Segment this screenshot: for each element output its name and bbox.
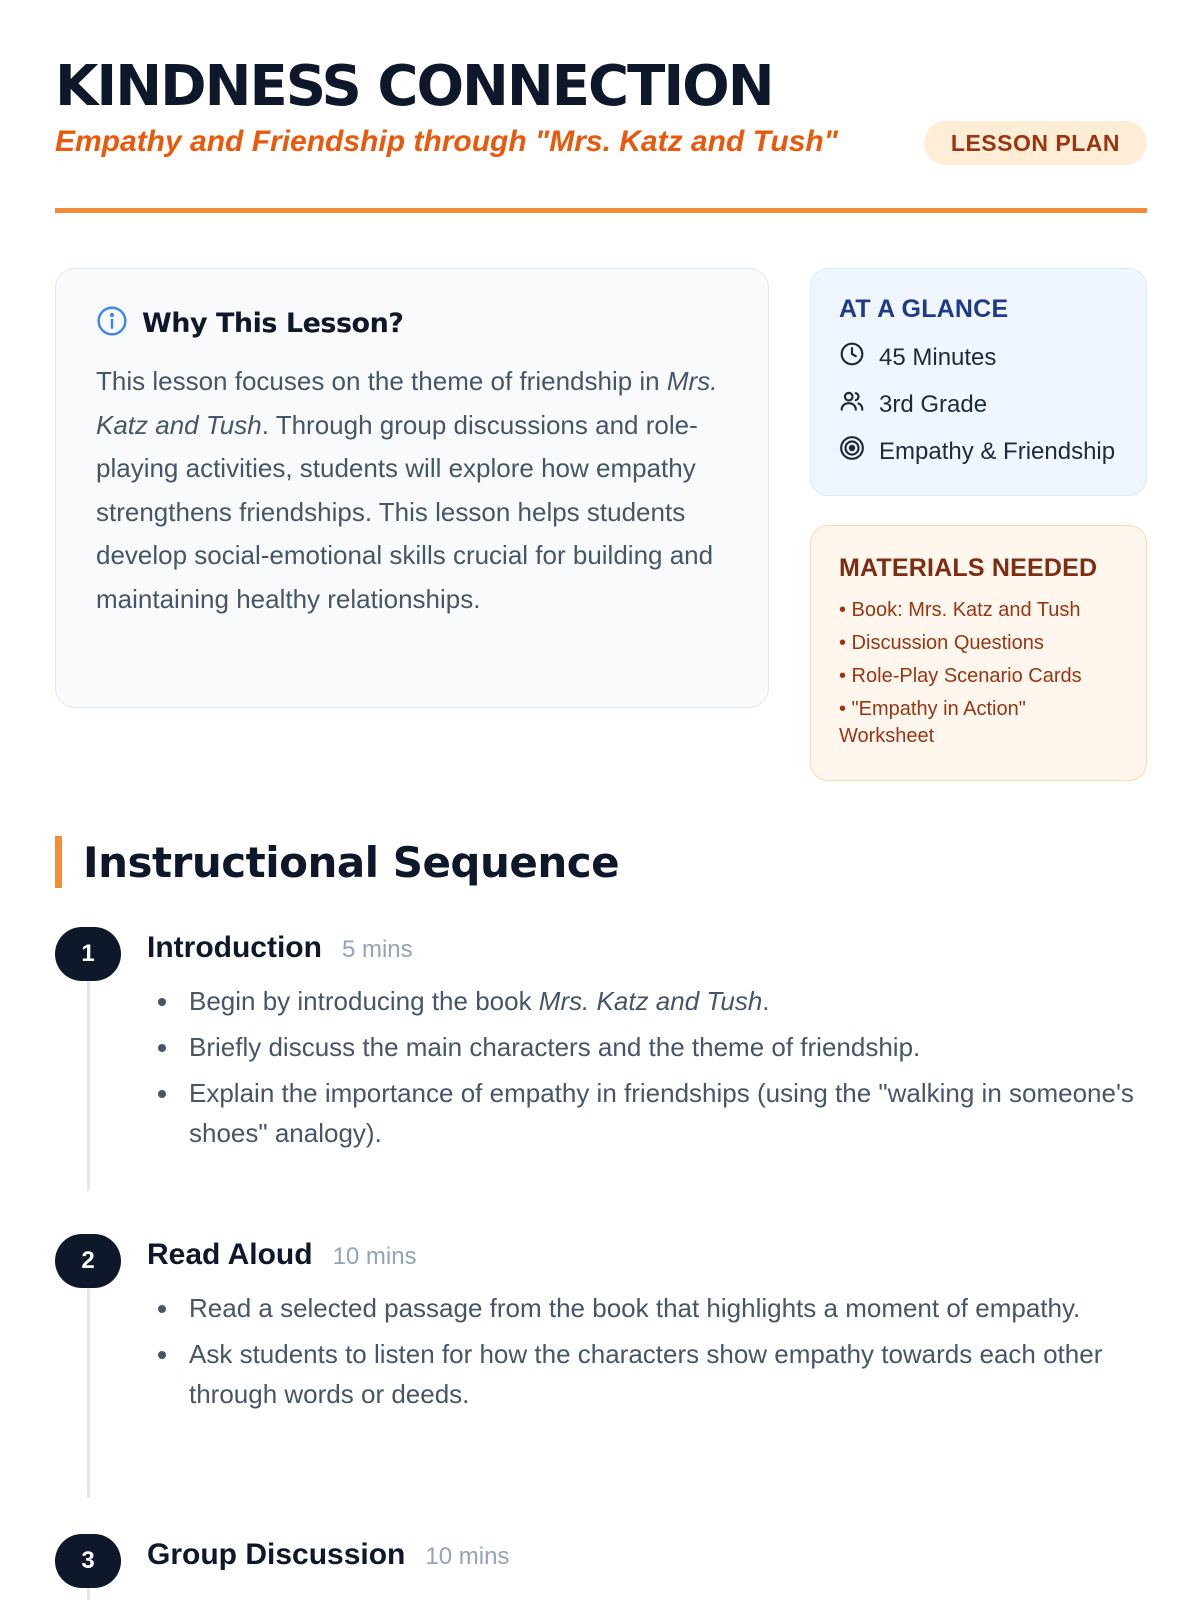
header-divider [55, 208, 1147, 213]
why-heading-row [96, 305, 728, 342]
clock-icon [839, 341, 865, 374]
page-title: KINDNESS CONNECTION [55, 54, 773, 119]
why-text-start: This lesson focuses on the theme of friendship in [96, 366, 667, 396]
step-bullet [181, 981, 1141, 1021]
step-duration: 10 mins [332, 1243, 417, 1270]
info-icon [96, 305, 128, 342]
section-title: Instructional Sequence [83, 837, 620, 887]
step-bullet: • Ask students to listen for how the characters show empathy towards each other through words or deeds. [181, 1334, 1141, 1414]
step-header [147, 1238, 417, 1272]
timeline-line [87, 981, 90, 1191]
glance-grade [839, 381, 1118, 428]
material-item: • Book: Mrs. Katz and Tush [839, 599, 1081, 621]
at-a-glance-card [810, 268, 1147, 496]
materials-list [839, 597, 1118, 750]
step-number: 3 [55, 1534, 121, 1588]
lesson-plan-badge: LESSON PLAN [924, 121, 1147, 165]
glance-duration [839, 334, 1118, 381]
users-icon [839, 388, 865, 421]
book-title: Mrs. Katz and Tush [96, 366, 718, 440]
step-introduction [55, 927, 1147, 1197]
step-title: Group Discussion [147, 1538, 406, 1571]
why-text-end: . Through group discussions and role-playing activities, students will explore how empathy strengthens friendships. This lesson helps students develop social-emotional skills crucial for building and maintaining healthy relationships. [96, 409, 714, 614]
step-read-aloud [55, 1234, 1147, 1494]
material-item: • Discussion Questions [839, 632, 1044, 654]
duration-value: 45 Minutes [879, 343, 997, 371]
instructional-sequence-heading [55, 836, 619, 888]
step-number: 2 [55, 1234, 121, 1288]
page-subtitle: Empathy and Friendship through "Mrs. Katz and Tush" [55, 125, 838, 158]
step-title: Read Aloud [147, 1238, 313, 1271]
target-icon [839, 435, 865, 468]
section-accent-bar [55, 836, 62, 888]
step-duration: 10 mins [425, 1543, 510, 1570]
focus-value: Empathy & Friendship [879, 437, 1116, 465]
materials-needed-card [810, 525, 1147, 781]
step-title: Introduction [147, 931, 322, 964]
materials-title: MATERIALS NEEDED [839, 554, 1098, 582]
why-this-lesson-card [55, 268, 769, 708]
timeline-line [87, 1288, 90, 1498]
grade-value: 3rd Grade [879, 390, 988, 418]
step-bullet: • Explain the importance of empathy in friendships (using the "walking in someone's shoes" analogy). [181, 1073, 1141, 1153]
why-description [96, 360, 728, 621]
step-group-discussion [55, 1534, 1147, 1600]
step-duration: 5 mins [341, 936, 413, 963]
timeline-line [87, 1588, 90, 1600]
material-item: • "Empathy in Action" Worksheet [839, 698, 1026, 747]
step-bullet: • Read a selected passage from the book that highlights a moment of empathy. [181, 1288, 1141, 1328]
step-bullets [181, 1288, 1141, 1420]
step-number: 1 [55, 927, 121, 981]
book-title: Mrs. Katz and Tush [538, 986, 763, 1016]
step-bullets [181, 981, 1141, 1159]
glance-focus [839, 428, 1118, 475]
step-header [147, 1538, 509, 1572]
bullet-text-end: . [762, 986, 770, 1016]
material-item: • Role-Play Scenario Cards [839, 665, 1082, 687]
step-header [147, 931, 413, 965]
why-heading: Why This Lesson? [142, 308, 404, 339]
step-bullet: • Briefly discuss the main characters and the theme of friendship. [181, 1027, 1141, 1067]
glance-title: AT A GLANCE [839, 295, 1009, 323]
bullet-text: Begin by introducing the book [189, 986, 539, 1016]
